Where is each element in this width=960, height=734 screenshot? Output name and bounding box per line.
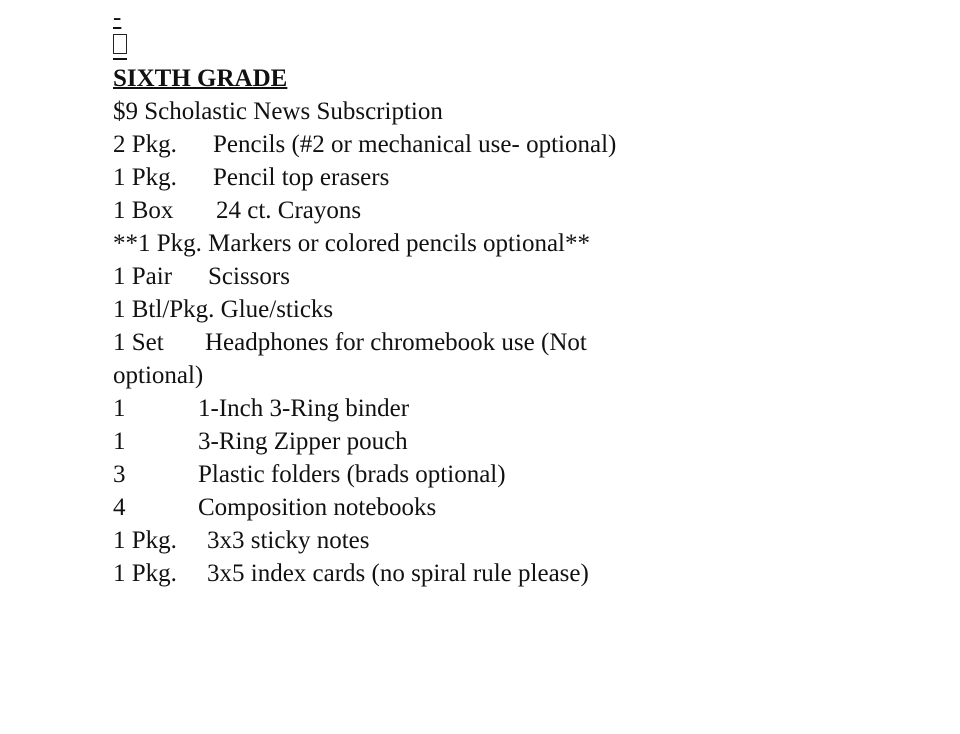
item-quantity: 3 [113,461,126,488]
list-item [113,161,933,194]
item-quantity: 1 Pkg. [113,560,177,587]
list-item [113,458,933,491]
list-item [113,95,933,128]
list-item [113,425,933,458]
item-text: 24 ct. Crayons [216,197,362,224]
list-item [113,260,933,293]
item-text: 1-Inch 3-Ring binder [198,395,410,422]
list-item [113,128,933,161]
list-item [113,326,653,392]
item-text: 1 Btl/Pkg. Glue/sticks [113,296,334,323]
list-item [113,392,933,425]
list-item [113,524,933,557]
item-quantity: 1 Pkg. [113,527,177,554]
missing-glyph-box-icon [113,34,127,54]
top-mark: - [113,4,122,31]
item-text: 3x5 index cards (no spiral rule please) [207,560,589,587]
item-text: Pencils (#2 or mechanical use- optional) [213,131,617,158]
supply-list [113,4,933,590]
item-quantity: 1 Pair [113,263,173,290]
missing-glyph-line [113,28,933,62]
item-quantity: 1 Pkg. [113,164,177,191]
item-quantity: 1 [113,395,126,422]
list-item [113,227,933,260]
item-quantity: 2 Pkg. [113,131,177,158]
item-text: Composition notebooks [198,494,437,521]
item-text: Pencil top erasers [213,164,390,191]
item-text: Plastic folders (brads optional) [198,461,506,488]
item-text: Headphones for chromebook use (Not optional) [113,329,587,389]
list-item [113,491,933,524]
list-heading: SIXTH GRADE [113,65,288,92]
list-item [113,557,933,590]
list-item [113,293,933,326]
list-item [113,194,933,227]
item-text: Scissors [208,263,290,290]
item-quantity: 1 [113,428,126,455]
item-text: $9 Scholastic News Subscription [113,98,443,125]
missing-glyph-underline [113,32,127,60]
item-text: 3x3 sticky notes [207,527,370,554]
item-quantity: 1 Box [113,197,174,224]
item-text: **1 Pkg. Markers or colored pencils optional** [113,230,590,257]
item-text: 3-Ring Zipper pouch [198,428,408,455]
item-quantity: 1 Set [113,329,164,356]
item-quantity: 4 [113,494,126,521]
